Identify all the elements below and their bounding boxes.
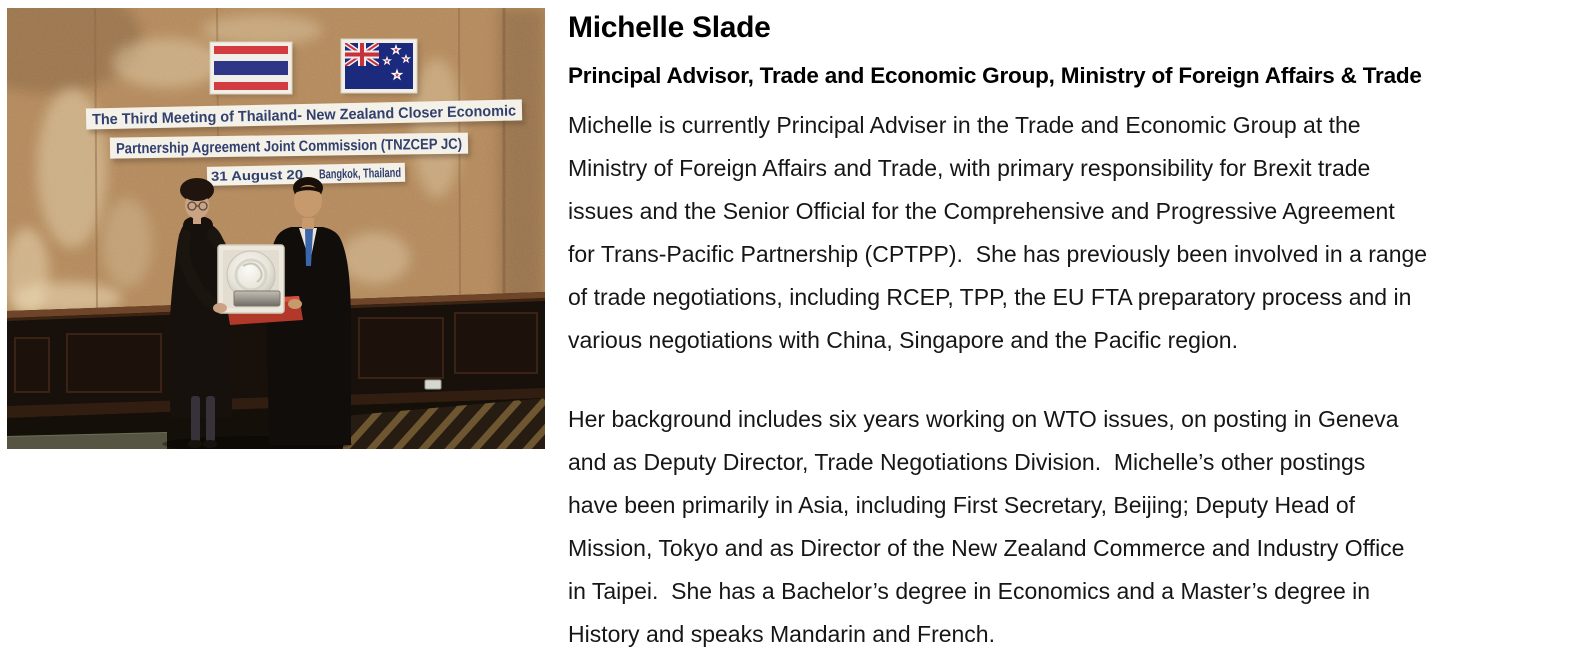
- bio-paragraph-2: [568, 398, 1563, 656]
- svg-text:31 August 20: 31 August 20: [210, 167, 292, 184]
- woman-hand: [213, 303, 227, 313]
- bio-line: various negotiations with China, Singapore and the Pacific region.: [568, 327, 1238, 353]
- svg-text:The Third Meeting of Thailand-: The Third Meeting of Thailand- New Zealand Closer Economic: [91, 102, 534, 129]
- bio-line: and as Deputy Director, Trade Negotiations Division. Michelle’s other postings: [568, 449, 1366, 475]
- bio-line: issues and the Senior Official for the Comprehensive and Progressive Agreement: [568, 198, 1395, 224]
- bio-paragraph-1: [568, 104, 1563, 362]
- bio-line: in Taipei. She has a Bachelor’s degree in Economics and a Master’s degree in: [568, 578, 1371, 604]
- bio-line: History and speaks Mandarin and French.: [568, 621, 995, 647]
- bio-line: of trade negotiations, including RCEP, TPP, the EU FTA preparatory process and in: [568, 284, 1412, 310]
- new-zealand-flag: [341, 39, 420, 96]
- person-name: Michelle Slade: [568, 11, 771, 44]
- svg-text:Partnership Agreement Joint Co: Partnership Agreement Joint Commission (TNZCEP JC): [115, 134, 513, 158]
- bio-text: [568, 10, 1563, 656]
- person-title: Principal Advisor, Trade and Economic Group, Ministry of Foreign Affairs & Trade: [568, 63, 1422, 88]
- thailand-flag: [210, 42, 295, 97]
- event-photo-illustration: [7, 8, 545, 449]
- bio-line: Michelle is currently Principal Adviser in the Trade and Economic Group at the: [568, 112, 1361, 138]
- bio-line: for Trans-Pacific Partnership (CPTPP). She has previously been involved in a range: [568, 241, 1428, 267]
- bio-line: Ministry of Foreign Affairs and Trade, with primary responsibility for Brexit trade: [568, 155, 1371, 181]
- banner-line-2: [110, 133, 513, 163]
- event-photo: [7, 8, 545, 449]
- bio-line: Mission, Tokyo and as Director of the New Zealand Commerce and Industry Office: [568, 535, 1405, 561]
- light-switch-plate: [425, 380, 441, 389]
- bio-line: have been primarily in Asia, including First Secretary, Beijing; Deputy Head of: [568, 492, 1356, 518]
- bio-line: Her background includes six years working on WTO issues, on posting in Geneva: [568, 406, 1399, 432]
- svg-text:Bangkok, Thailand: Bangkok, Thailand: [318, 164, 435, 182]
- man-hand: [288, 299, 302, 309]
